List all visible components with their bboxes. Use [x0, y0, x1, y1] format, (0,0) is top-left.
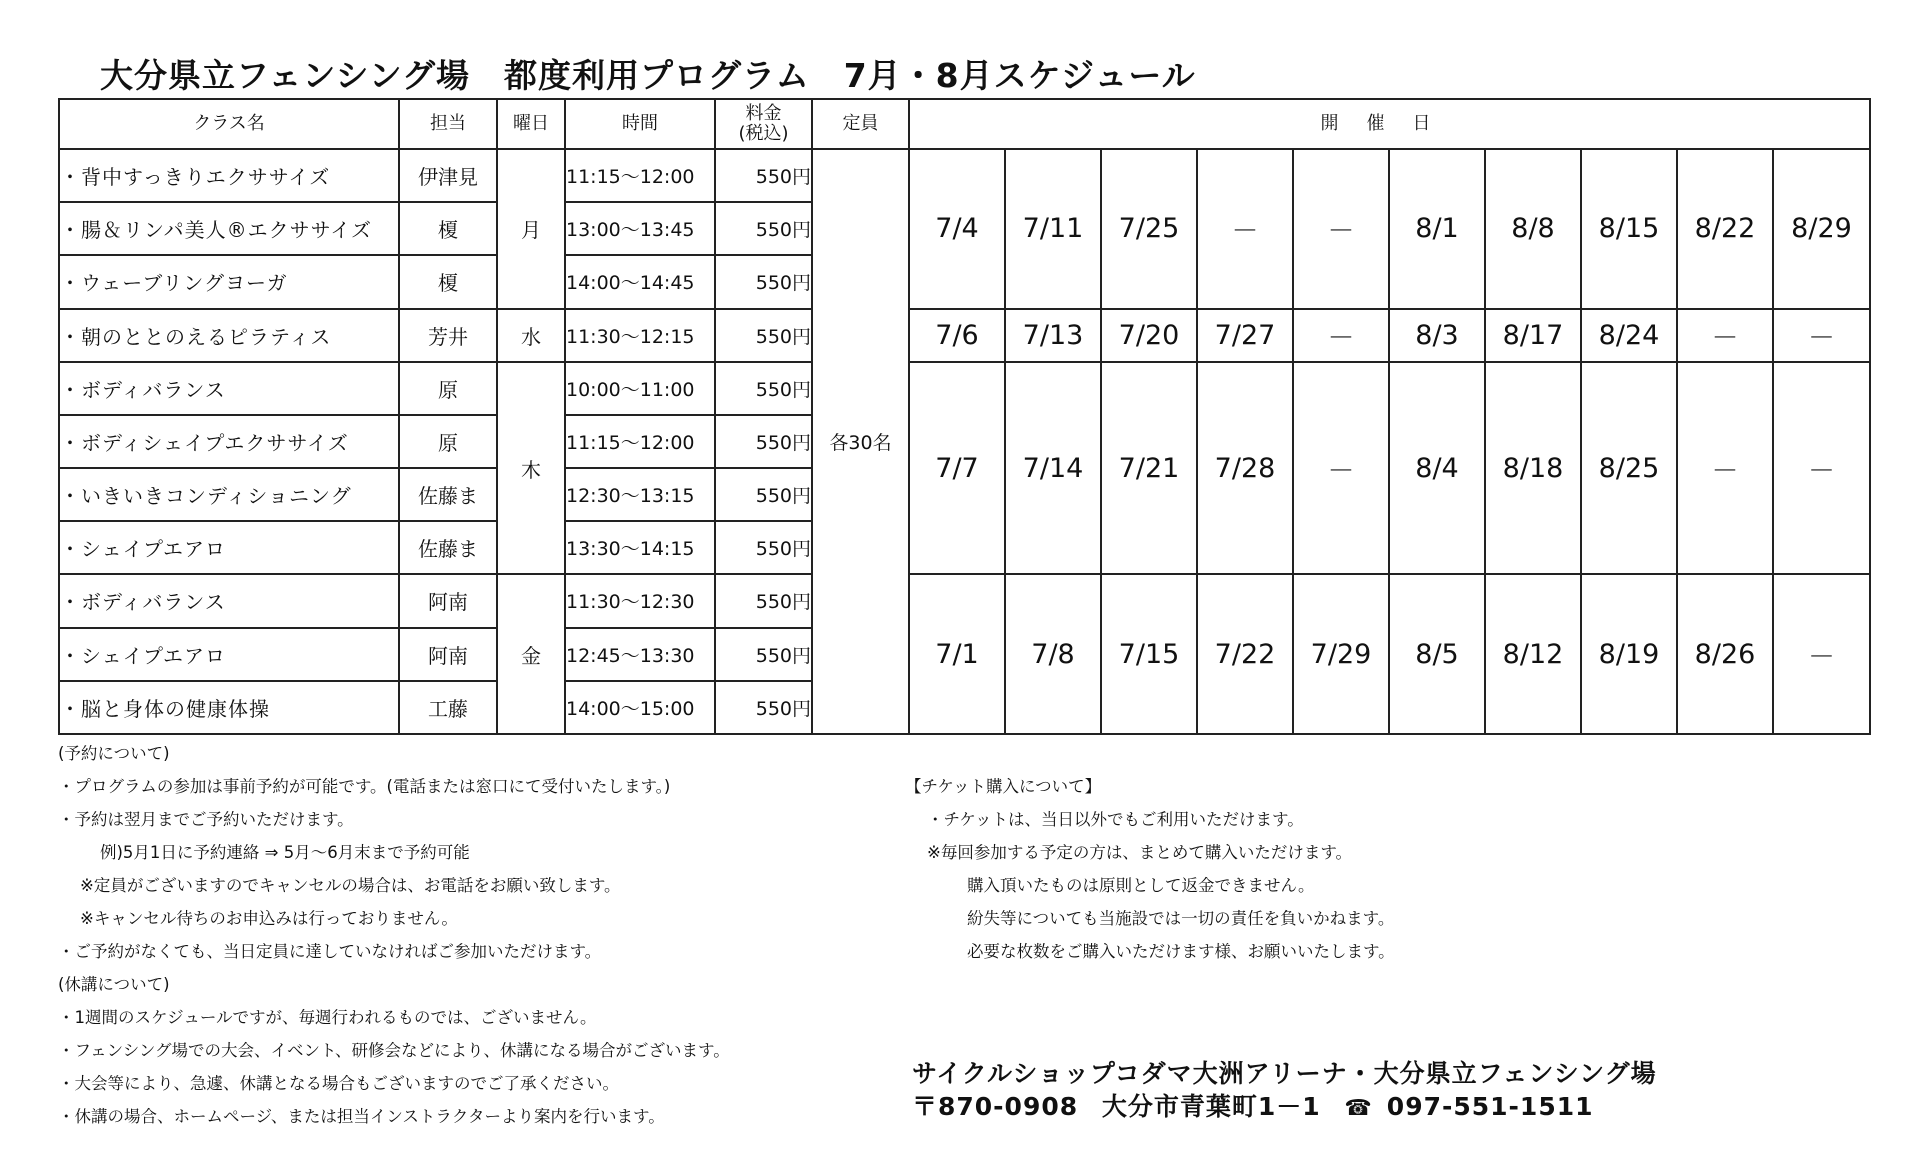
class-fee: 550円 — [715, 202, 812, 255]
note-line: 必要な枚数をご購入いただけます様、お願いいたします。 — [967, 942, 1395, 961]
session-date: 8/5 — [1389, 574, 1485, 734]
session-date: 7/1 — [909, 574, 1005, 734]
class-fee: 550円 — [715, 255, 812, 308]
class-name: ・ボディシェイプエクササイズ — [59, 415, 399, 468]
session-date: 8/29 — [1773, 149, 1870, 309]
session-date: 7/6 — [909, 309, 1005, 362]
notes-reservation-cancellation — [58, 737, 730, 1133]
note-line: (休講について) — [58, 975, 170, 994]
class-name: ・いきいきコンディショニング — [59, 468, 399, 521]
session-date: － — [1677, 362, 1773, 575]
class-row — [59, 149, 1870, 202]
note-line: 【チケット購入について】 — [905, 777, 1102, 796]
session-date: 7/7 — [909, 362, 1005, 575]
session-date: 7/28 — [1197, 362, 1293, 575]
note-line: ・ご予約がなくても、当日定員に達していなければご参加いただけます。 — [58, 942, 602, 961]
note-line: ※定員がございますのでキャンセルの場合は、お電話をお願い致します。 — [80, 876, 621, 895]
instructor-name: 原 — [399, 362, 497, 415]
session-date: － — [1197, 149, 1293, 309]
note-line: 例)5月1日に予約連絡 ⇒ 5月～6月末まで予約可能 — [100, 843, 470, 862]
session-date: 7/27 — [1197, 309, 1293, 362]
session-date: － — [1773, 574, 1870, 734]
session-date: 8/26 — [1677, 574, 1773, 734]
class-time: 13:30～14:15 — [565, 521, 715, 574]
weekday-cell: 水 — [497, 309, 565, 362]
session-date: 8/8 — [1485, 149, 1581, 309]
schedule-body — [59, 149, 1870, 734]
header-capacity: 定員 — [812, 99, 909, 149]
postal-code: 〒870-0908 — [912, 1092, 1079, 1121]
class-name: ・シェイプエアロ — [59, 521, 399, 574]
class-time: 12:30～13:15 — [565, 468, 715, 521]
weekday-cell: 木 — [497, 362, 565, 575]
class-fee: 550円 — [715, 309, 812, 362]
class-time: 12:45～13:30 — [565, 628, 715, 681]
note-line: (予約について) — [58, 744, 170, 763]
class-row — [59, 362, 1870, 415]
class-time: 10:00～11:00 — [565, 362, 715, 415]
facility-footer — [912, 1057, 1657, 1125]
header-fee — [715, 99, 812, 149]
header-time: 時間 — [565, 99, 715, 149]
class-fee: 550円 — [715, 574, 812, 627]
class-time: 11:30～12:15 — [565, 309, 715, 362]
session-date: 8/1 — [1389, 149, 1485, 309]
class-name: ・背中すっきりエクササイズ — [59, 149, 399, 202]
class-name: ・脳と身体の健康体操 — [59, 681, 399, 734]
class-time: 11:15～12:00 — [565, 149, 715, 202]
page-title: 大分県立フェンシング場 都度利用プログラム 7月・8月スケジュール — [100, 56, 1196, 95]
class-fee: 550円 — [715, 362, 812, 415]
class-row — [59, 574, 1870, 627]
session-date: 8/25 — [1581, 362, 1677, 575]
class-time: 11:15～12:00 — [565, 415, 715, 468]
session-date: 7/4 — [909, 149, 1005, 309]
weekday-cell: 月 — [497, 149, 565, 309]
class-name: ・朝のととのえるピラティス — [59, 309, 399, 362]
class-fee: 550円 — [715, 681, 812, 734]
note-line: ・休講の場合、ホームページ、または担当インストラクターより案内を行います。 — [58, 1107, 665, 1126]
session-date: － — [1773, 362, 1870, 575]
session-date: 8/3 — [1389, 309, 1485, 362]
session-date: 8/4 — [1389, 362, 1485, 575]
session-date: 7/15 — [1101, 574, 1197, 734]
instructor-name: 伊津見 — [399, 149, 497, 202]
header-class-name: クラス名 — [59, 99, 399, 149]
instructor-name: 阿南 — [399, 574, 497, 627]
session-date: 7/25 — [1101, 149, 1197, 309]
note-line: ・1週間のスケジュールですが、毎週行われるものでは、ございません。 — [58, 1008, 597, 1027]
phone-number: 097-551-1511 — [1386, 1092, 1594, 1121]
session-date: 8/19 — [1581, 574, 1677, 734]
note-line: ・大会等により、急遽、休講となる場合もございますのでご了承ください。 — [58, 1074, 619, 1093]
notes-ticket-purchase — [905, 770, 1395, 968]
header-instructor: 担当 — [399, 99, 497, 149]
instructor-name: 工藤 — [399, 681, 497, 734]
session-date: 8/12 — [1485, 574, 1581, 734]
session-date: 8/15 — [1581, 149, 1677, 309]
class-fee: 550円 — [715, 468, 812, 521]
session-date: － — [1293, 149, 1389, 309]
header-weekday: 曜日 — [497, 99, 565, 149]
instructor-name: 佐藤ま — [399, 468, 497, 521]
class-name: ・ボディバランス — [59, 362, 399, 415]
class-time: 14:00～15:00 — [565, 681, 715, 734]
session-date: 7/11 — [1005, 149, 1101, 309]
instructor-name: 榎 — [399, 202, 497, 255]
instructor-name: 榎 — [399, 255, 497, 308]
note-line: ※毎回参加する予定の方は、まとめて購入いただけます。 — [927, 843, 1353, 862]
header-fee-line2: (税込) — [738, 123, 789, 144]
session-date: 7/22 — [1197, 574, 1293, 734]
session-date: 7/21 — [1101, 362, 1197, 575]
phone-icon: ☎ — [1344, 1096, 1373, 1121]
session-date: 8/24 — [1581, 309, 1677, 362]
session-date: 8/18 — [1485, 362, 1581, 575]
class-name: ・ボディバランス — [59, 574, 399, 627]
weekday-cell: 金 — [497, 574, 565, 734]
header-fee-line1: 料金 — [745, 103, 782, 124]
class-fee: 550円 — [715, 521, 812, 574]
note-line: 紛失等についても当施設では一切の責任を負いかねます。 — [967, 909, 1395, 928]
session-date: 7/20 — [1101, 309, 1197, 362]
facility-contact — [912, 1090, 1657, 1125]
class-fee: 550円 — [715, 628, 812, 681]
instructor-name: 原 — [399, 415, 497, 468]
class-time: 11:30～12:30 — [565, 574, 715, 627]
session-date: － — [1293, 362, 1389, 575]
class-name: ・腸＆リンパ美人®エクササイズ — [59, 202, 399, 255]
schedule-table — [58, 98, 1871, 735]
facility-address: 大分市青葉町1－1 — [1101, 1092, 1321, 1121]
capacity-cell: 各30名 — [812, 149, 909, 734]
class-time: 14:00～14:45 — [565, 255, 715, 308]
instructor-name: 佐藤ま — [399, 521, 497, 574]
session-date: 8/17 — [1485, 309, 1581, 362]
instructor-name: 芳井 — [399, 309, 497, 362]
class-row — [59, 309, 1870, 362]
class-name: ・ウェーブリングヨーガ — [59, 255, 399, 308]
header-row — [59, 99, 1870, 149]
session-date: － — [1773, 309, 1870, 362]
session-date: － — [1677, 309, 1773, 362]
class-fee: 550円 — [715, 149, 812, 202]
facility-name: サイクルショップコダマ大洲アリーナ・大分県立フェンシング場 — [912, 1059, 1657, 1088]
class-time: 13:00～13:45 — [565, 202, 715, 255]
session-date: 8/22 — [1677, 149, 1773, 309]
note-line: 購入頂いたものは原則として返金できません。 — [967, 876, 1315, 895]
note-line: ・予約は翌月までご予約いただけます。 — [58, 810, 354, 829]
note-line: ・プログラムの参加は事前予約が可能です。(電話または窓口にて受付いたします。) — [58, 777, 671, 796]
session-date: － — [1293, 309, 1389, 362]
note-line: ・フェンシング場での大会、イベント、研修会などにより、休講になる場合がございます。 — [58, 1041, 730, 1060]
session-date: 7/13 — [1005, 309, 1101, 362]
session-date: 7/29 — [1293, 574, 1389, 734]
session-date: 7/14 — [1005, 362, 1101, 575]
class-name: ・シェイプエアロ — [59, 628, 399, 681]
session-date: 7/8 — [1005, 574, 1101, 734]
class-fee: 550円 — [715, 415, 812, 468]
note-line: ※キャンセル待ちのお申込みは行っておりません。 — [80, 909, 458, 928]
note-line: ・チケットは、当日以外でもご利用いただけます。 — [927, 810, 1304, 829]
instructor-name: 阿南 — [399, 628, 497, 681]
header-dates: 開催日 — [909, 99, 1870, 149]
